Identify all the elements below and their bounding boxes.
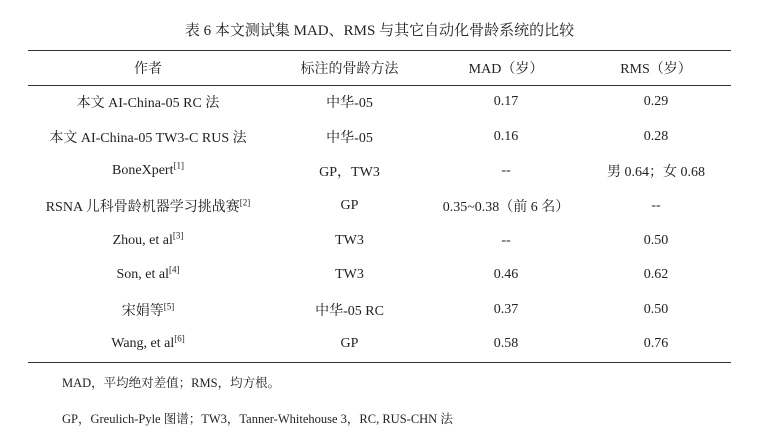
cell-mad: 0.37 (493, 301, 519, 317)
cell-rms: 0.76 (643, 336, 669, 352)
cell-method: 中华-05 (326, 130, 373, 146)
cell-rms: -- (651, 198, 661, 214)
cell-rms: 0.29 (643, 94, 669, 110)
cell-author (28, 293, 268, 328)
cell-author (28, 223, 268, 258)
cell-author (28, 120, 268, 155)
cell-author (28, 85, 268, 120)
cell-method: TW3 (335, 232, 364, 248)
comparison-table (28, 51, 731, 362)
cell-mad: 0.46 (493, 267, 519, 283)
author-text: 本文 AI-China-05 RC 法 (76, 96, 220, 112)
cell-method: TW3 (335, 267, 364, 283)
table-header-row (28, 51, 731, 85)
table-row (28, 293, 731, 328)
cell-rms: 0.28 (643, 128, 669, 144)
header-mad: MAD（岁） (468, 62, 544, 77)
citation: [6] (174, 333, 185, 344)
citation: [5] (163, 301, 175, 312)
cell-mad: 0.16 (493, 128, 519, 144)
cell-method: GP (340, 198, 359, 214)
cell-rms: 0.50 (643, 232, 669, 248)
cell-mad: 0.17 (493, 94, 519, 110)
cell-mad: 0.58 (493, 336, 519, 352)
cell-author (28, 327, 268, 362)
citation: [4] (169, 264, 180, 275)
cell-author (28, 258, 268, 293)
table-row (28, 327, 731, 362)
cell-rms: 0.62 (643, 267, 669, 283)
author-text: Zhou, et al (112, 232, 173, 248)
table-row (28, 223, 731, 258)
table-row (28, 258, 731, 293)
author-text: BoneXpert (112, 163, 174, 179)
author-text: RSNA 儿科骨龄机器学习挑战赛 (45, 200, 240, 216)
footnote-methods: GP，Greulich-Pyle 图谱；TW3，Tanner-Whitehouse 3，RC, RUS-CHN 法 (62, 412, 453, 426)
header-method: 标注的骨龄方法 (300, 62, 399, 77)
cell-method: 中华-05 (326, 96, 373, 112)
footnote-abbreviations: MAD，平均绝对差值；RMS，均方根。 (62, 376, 281, 390)
cell-mad: 0.35~0.38（前 6 名） (442, 200, 570, 216)
cell-method: 中华-05 RC (315, 303, 384, 319)
table-row (28, 154, 731, 189)
table-row (28, 85, 731, 120)
cell-author (28, 154, 268, 189)
author-text: Son, et al (116, 267, 169, 283)
citation: [3] (172, 230, 184, 241)
cell-mad: -- (501, 163, 511, 179)
table-caption: 表 6 本文测试集 MAD、RMS 与其它自动化骨龄系统的比较 (184, 23, 575, 39)
author-text: Wang, et al (111, 336, 175, 352)
cell-method: GP，TW3 (319, 165, 380, 181)
cell-mad: -- (501, 232, 511, 248)
cell-author (28, 189, 268, 224)
author-text: 宋娟等 (121, 303, 164, 319)
citation: [1] (173, 160, 184, 171)
cell-rms: 0.50 (643, 301, 669, 317)
header-rms: RMS（岁） (620, 62, 692, 77)
header-author: 作者 (134, 62, 162, 77)
author-text: 本文 AI-China-05 TW3-C RUS 法 (49, 130, 247, 146)
table-row (28, 120, 731, 155)
table-bottom-rule (28, 362, 731, 363)
citation: [2] (239, 197, 251, 208)
table-row (28, 189, 731, 224)
cell-rms: 男 0.64；女 0.68 (607, 165, 705, 181)
cell-method: GP (340, 336, 359, 352)
